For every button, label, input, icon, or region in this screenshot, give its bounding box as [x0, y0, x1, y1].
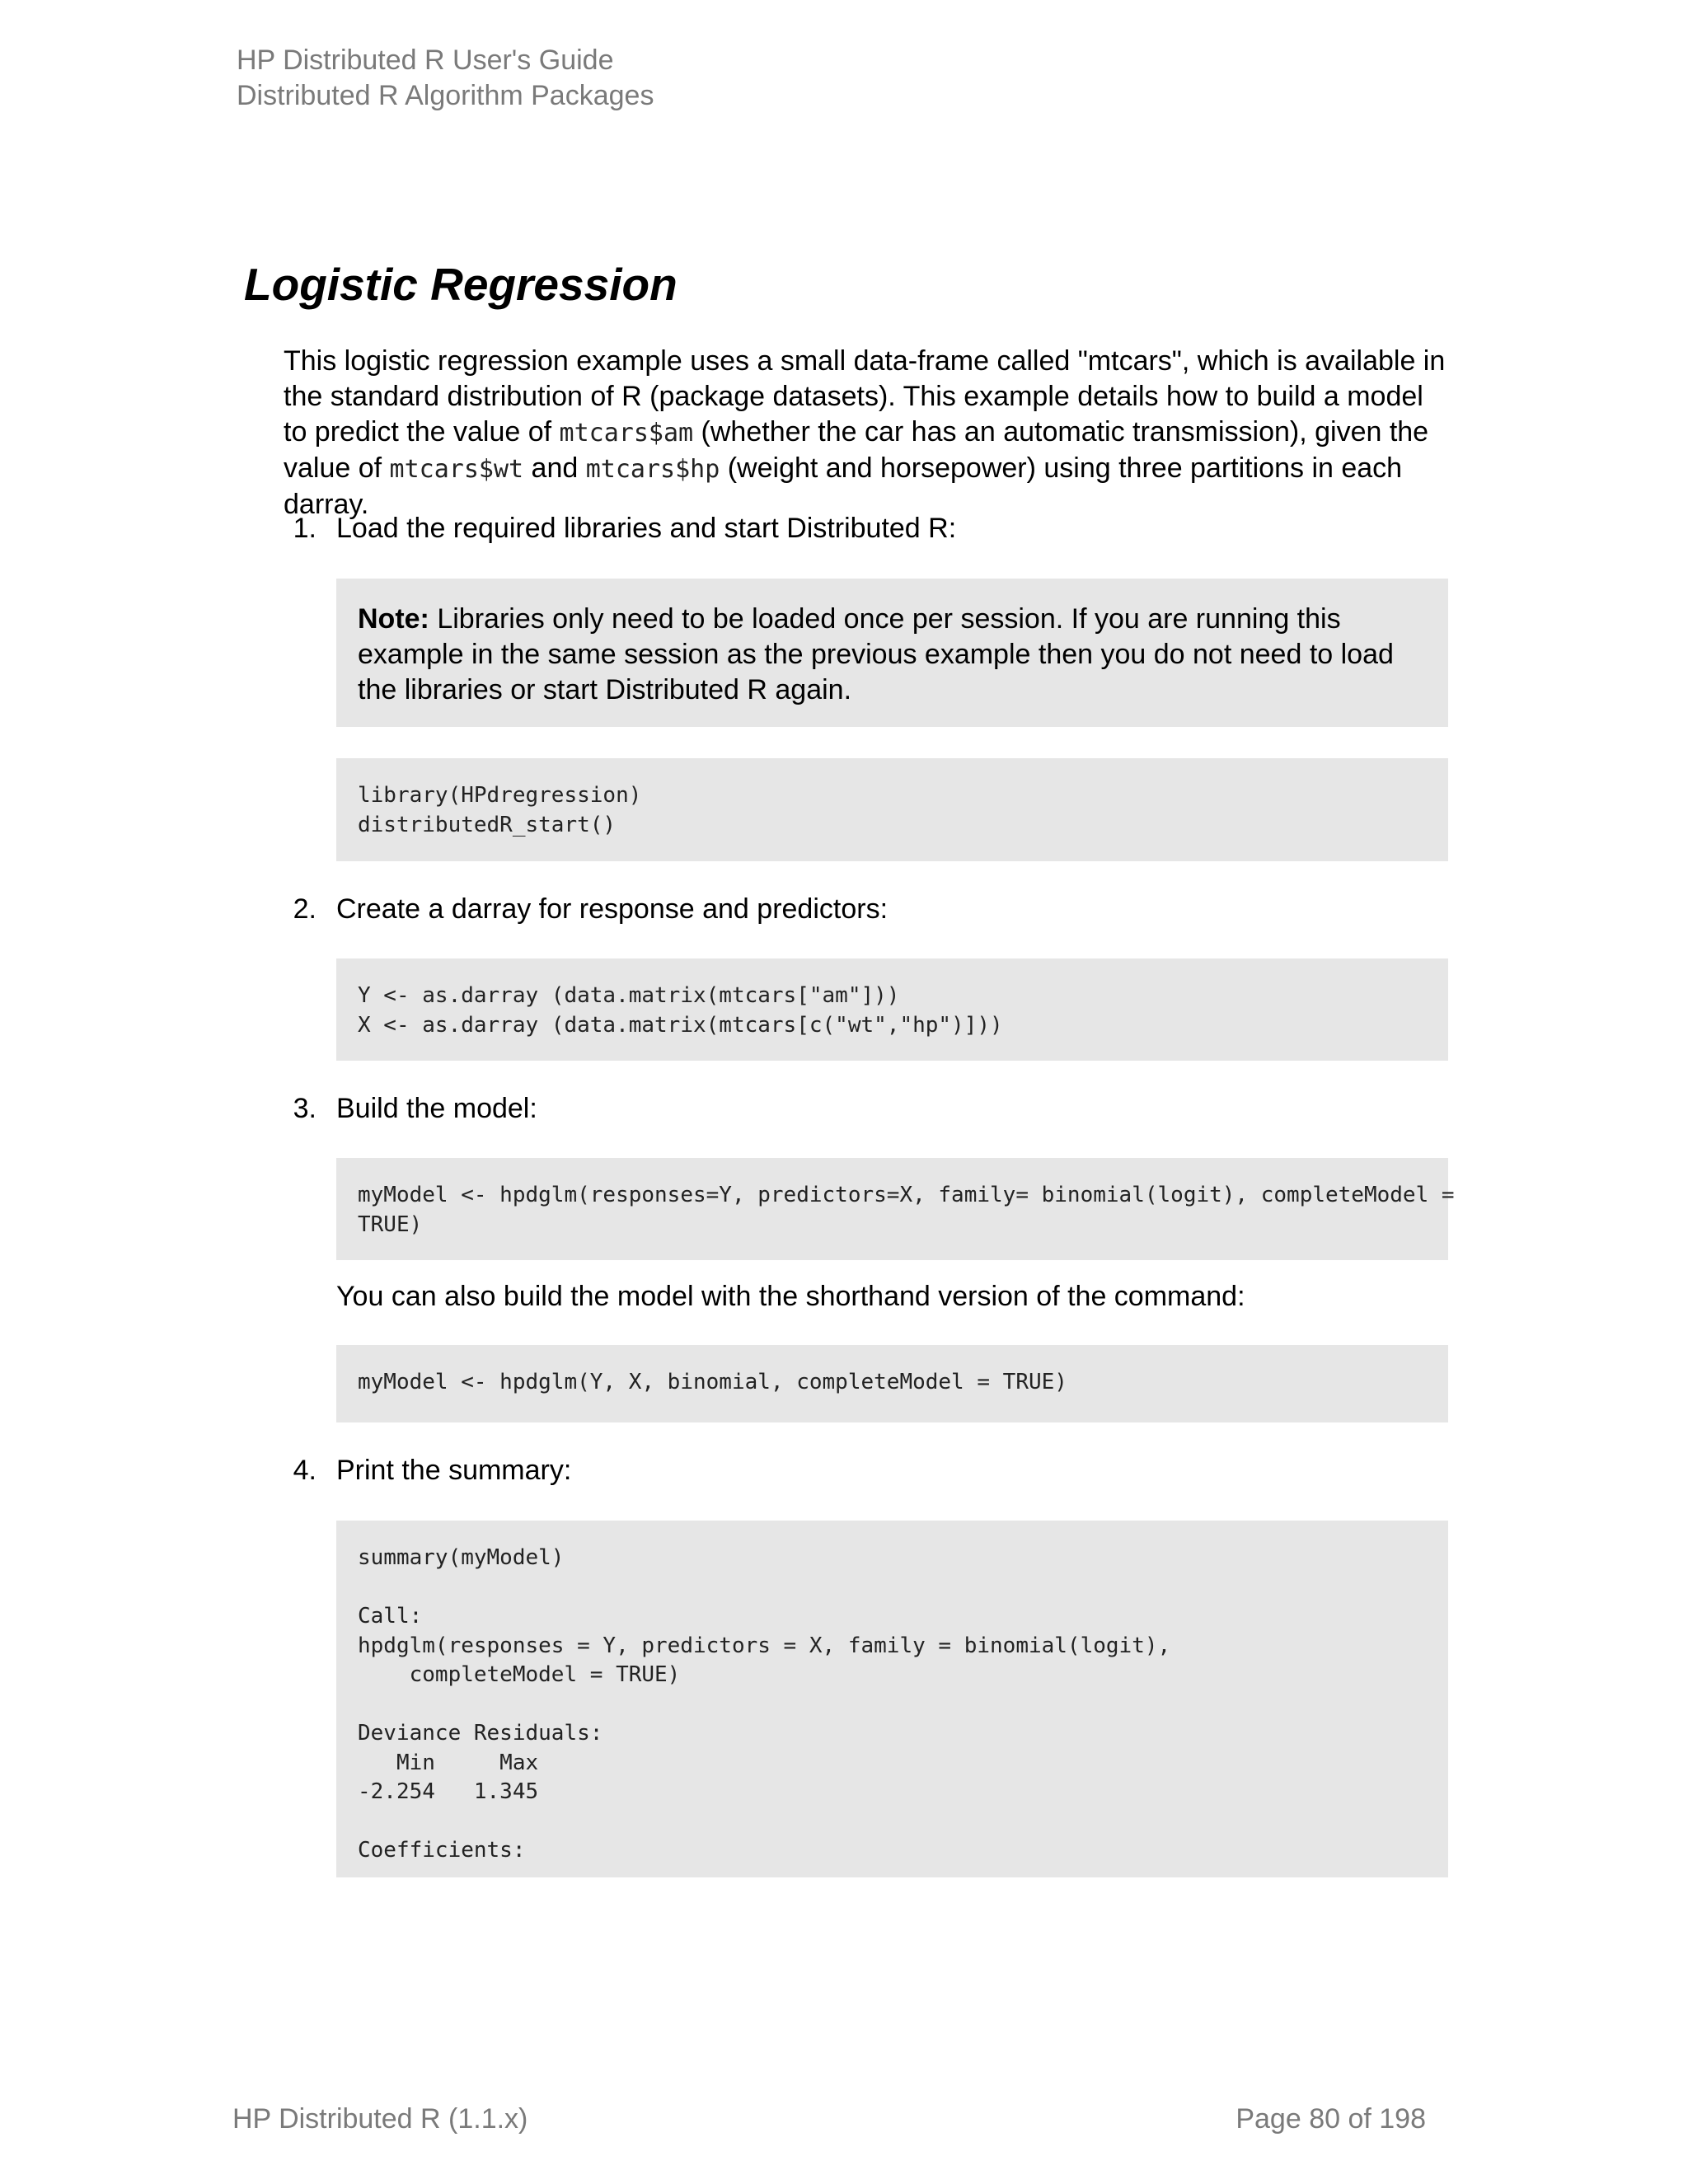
- shorthand-intro: You can also build the model with the shorthand version of the command:: [336, 1281, 1245, 1312]
- step-text: Load the required libraries and start Distributed R:: [336, 513, 957, 544]
- footer-page-number: Page 80 of 198: [1236, 2103, 1426, 2135]
- inline-code-am: mtcars$am: [559, 419, 694, 448]
- page-title: Logistic Regression: [244, 259, 678, 310]
- intro-paragraph: [284, 344, 1454, 523]
- inline-code-wt: mtcars$wt: [389, 455, 524, 484]
- code-shorthand: myModel <- hpdglm(Y, X, binomial, completeModel = TRUE): [358, 1370, 1067, 1394]
- code-block-model: [336, 1158, 1455, 1260]
- step-text: Create a darray for response and predictors:: [336, 893, 889, 925]
- intro-section: [284, 344, 1454, 523]
- step-number: 4.: [293, 1455, 316, 1486]
- footer-product: HP Distributed R (1.1.x): [232, 2103, 528, 2135]
- code-model: myModel <- hpdglm(responses=Y, predictors=X, family= binomial(logit), completeModel = TRUE): [358, 1183, 1455, 1237]
- running-header: [237, 43, 654, 114]
- code-block-summary: [336, 1521, 1448, 1877]
- step-text: Print the summary:: [336, 1455, 572, 1486]
- inline-code-hp: mtcars$hp: [585, 455, 720, 484]
- header-guide-title: HP Distributed R User's Guide: [237, 45, 614, 76]
- code-darray: Y <- as.darray (data.matrix(mtcars["am"])) X <- as.darray (data.matrix(mtcars[c("wt","hp")])): [358, 983, 1003, 1038]
- step-number: 3.: [293, 1093, 316, 1124]
- intro-text-3: and: [523, 452, 586, 484]
- code-load: library(HPdregression) distributedR_start(): [358, 783, 642, 837]
- note-text: Libraries only need to be loaded once per session. If you are running this example in the same session as the previous example then you do not need to load the libraries or start Distributed R again.: [358, 603, 1394, 705]
- note-label: Note:: [358, 603, 429, 635]
- step-text: Build the model:: [336, 1093, 537, 1124]
- code-block-shorthand: [336, 1345, 1448, 1422]
- intro-text-2: (whether the car has an automatic transmission), given the value of: [284, 416, 1429, 484]
- header-section-title: Distributed R Algorithm Packages: [237, 80, 654, 111]
- step-number: 1.: [293, 513, 316, 544]
- step-number: 2.: [293, 893, 316, 925]
- note-box: [336, 579, 1448, 727]
- code-summary: summary(myModel) Call: hpdglm(responses = Y, predictors = X, family = binomial(logit), completeModel = TRUE) Deviance Residuals: Min Max -2.254 1.345 Coefficients:: [358, 1545, 1171, 1863]
- code-block-darray: [336, 958, 1448, 1061]
- code-block-load: [336, 758, 1448, 861]
- intro-text-4: (weight and horsepower) using three partitions in each darray.: [284, 452, 1403, 520]
- intro-text-1: This logistic regression example uses a small data-frame called "mtcars", which is available in the standard distribution of R (package datasets). This example details how to build a model to predict the value of: [284, 345, 1446, 448]
